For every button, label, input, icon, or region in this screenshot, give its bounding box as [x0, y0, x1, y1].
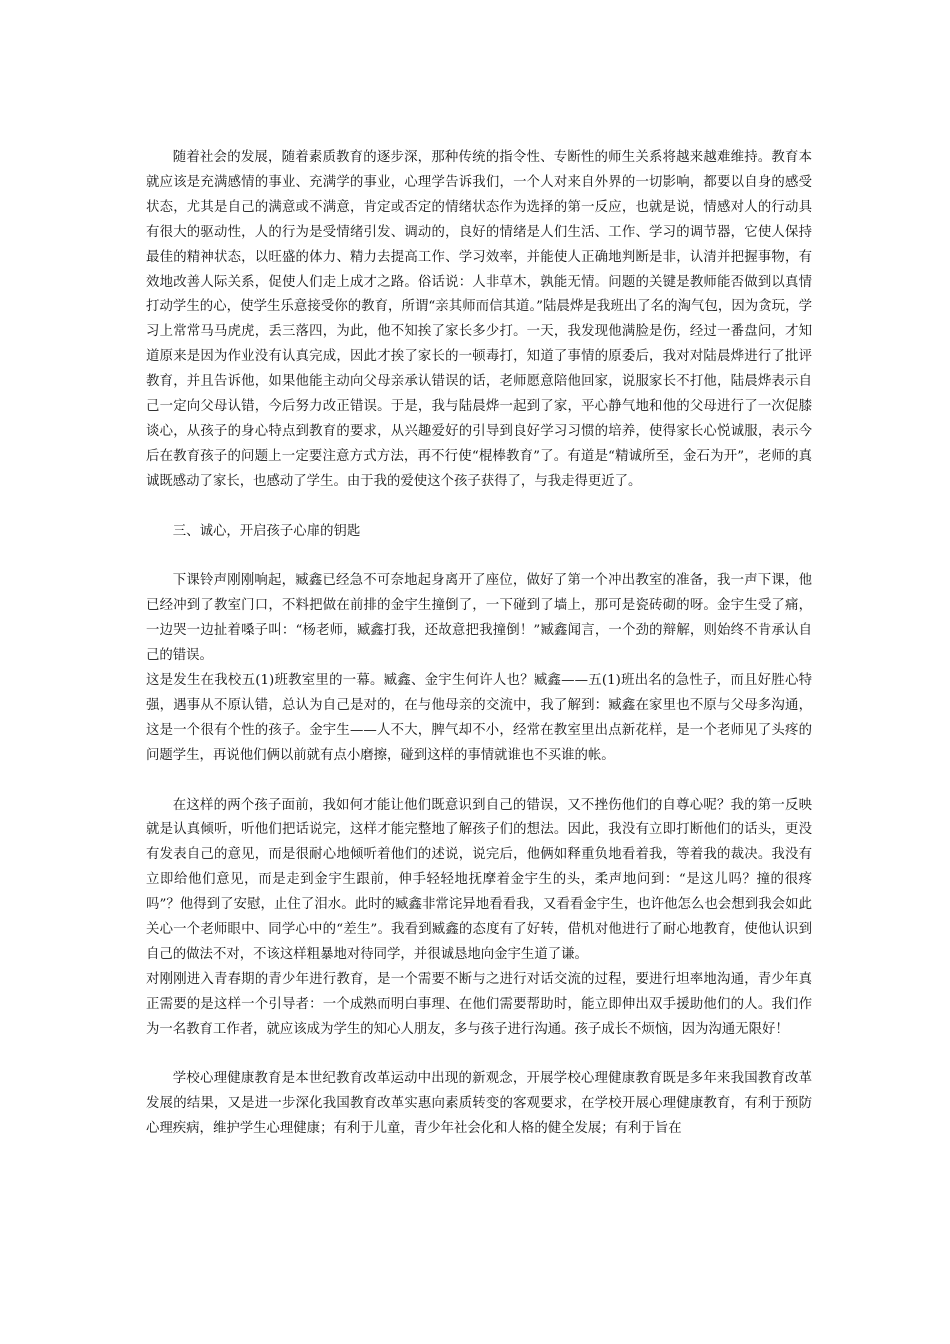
paragraph-classroom-incident: 下课铃声刚刚响起，臧鑫已经急不可奈地起身离开了座位，做好了第一个冲出教室的准备，我一声下课，他已经冲到了教室门口，不料把做在前排的金宇生撞倒了，一下碰到了墙上，那可是瓷砖砌的呀。金宇生受了痛，一边哭一边扯着嗓子叫：“杨老师，臧鑫打我，还故意把我撞倒！”臧鑫闻言，一个劲的辩解，则始终不肯承认自己的错误。 — [146, 573, 812, 664]
paragraph-spacer — [146, 495, 812, 520]
paragraph-spacer — [146, 1043, 812, 1068]
paragraph-mental-health: 学校心理健康教育是本世纪教育改革运动中出现的新观念，开展学校心理健康教育既是多年来我国教育改革发展的结果，又是进一步深化我国教育改革实惠向素质转变的客观要求，在学校开展心理健康教育，有利于预防心理疾病，维护学生心理健康；有利于儿童，青少年社会化和人格的健全发展；有利于旨在 — [146, 1071, 812, 1137]
paragraph-student-background: 这是发生在我校五(1)班教室里的一幕。臧鑫、金宇生何许人也？臧鑫——五(1)班出名的急性子，而且好胜心特强，遇事从不原认错，总认为自己是对的，在与他母亲的交流中，我了解到：臧鑫在家里也不原与父母多沟通，这是一个很有个性的孩子。金宇生——人不大，脾气却不小，经常在教室里出点新花样，是一个老师见了头疼的问题学生，再说他们俩以前就有点小磨擦，碰到这样的事情就谁也不买谁的帐。 — [146, 673, 812, 763]
section-heading: 三、诚心，开启孩子心扉的钥匙 — [172, 523, 361, 539]
paragraph-communication: 对刚刚进入青春期的青少年进行教育，是一个需要不断与之进行对话交流的过程，要进行坦率地沟通，青少年真正需要的是这样一个引导者：一个成熟而明白事理、在他们需要帮助时，能立即伸出双手援助他们的人。我们作为一名教育工作者，就应该成为学生的知心人朋友，多与孩子进行沟通。孩子成长不烦恼，因为沟通无限好！ — [146, 971, 812, 1037]
document-page — [146, 146, 812, 1142]
paragraph-listening: 在这样的两个孩子面前，我如何才能让他们既意识到自己的错误，又不挫伤他们的自尊心呢？我的第一反映就是认真倾听，听他们把话说完，这样才能完整地了解孩子们的想法。因此，我没有立即打断他们的话头，更没有发表自己的意见，而是很耐心地倾听着他们的述说，说完后，他俩如释重负地看着我，等着我的裁决。我没有立即给他们意见，而是走到金宇生跟前，伸手轻轻地抚摩着金宇生的头，柔声地问到：“是这儿吗？撞的很疼吗”？他得到了安慰，止住了泪水。此时的臧鑫非常诧异地看看我，又看看金宇生，也许他怎么也会想到我会如此关心一个老师眼中、同学心中的“差生”。我看到臧鑫的态度有了好转，借机对他进行了耐心地教育，使他认识到自己的做法不对，不该这样粗暴地对待同学，并很诚恳地向金宇生道了谦。 — [146, 797, 812, 962]
paragraph-intro: 随着社会的发展，随着素质教育的逐步深，那种传统的指令性、专断性的师生关系将越来越难维持。教育本就应该是充满感情的事业、充满学的事业，心理学告诉我们，一个人对来自外界的一切影响，都要以自身的感受状态，尤其是自己的满意或不满意，肯定或否定的情绪状态作为选择的第一反应，也就是说，情感对人的行动具有很大的驱动性，人的行为是受情绪引发、调动的，良好的情绪是人们生活、工作、学习的调节器，它使人保持最佳的精神状态，以旺盛的体力、精力去提高工作、学习效率，并能使人正确地判断是非，认清并把握事物，有效地改善人际关系，促使人们走上成才之路。俗话说：人非草木，孰能无情。问题的关键是教师能否做到以真情打动学生的心，使学生乐意接受你的教育，所谓“亲其师而信其道。”陆晨烨是我班出了名的淘气包，因为贪玩，学习上常常马马虎虎，丢三落四，为此，他不知挨了家长多少打。一天，我发现他满脸是伤，经过一番盘问，才知道原来是因为作业没有认真完成，因此才挨了家长的一顿毒打，知道了事情的原委后，我对对陆晨烨进行了批评教育，并且告诉他，如果他能主动向父母亲承认错误的话，老师愿意陪他回家，说服家长不打他，陆晨烨表示自己一定向父母认错，今后努力改正错误。于是，我与陆晨烨一起到了家，平心静气地和他的父母进行了一次促膝谈心，从孩子的身心特点到教育的要求，从兴趣爱好的引导到良好学习习惯的培养，使得家长心悦诚服，表示今后在教育孩子的问题上一定要注意方式方法，再不行使“棍棒教育”了。有道是“精诚所至，金石为开”，老师的真诚既感动了家长，也感动了学生。由于我的爱使这个孩子获得了，与我走得更近了。 — [146, 150, 812, 489]
paragraph-spacer — [146, 544, 812, 569]
paragraph-spacer — [146, 769, 812, 794]
